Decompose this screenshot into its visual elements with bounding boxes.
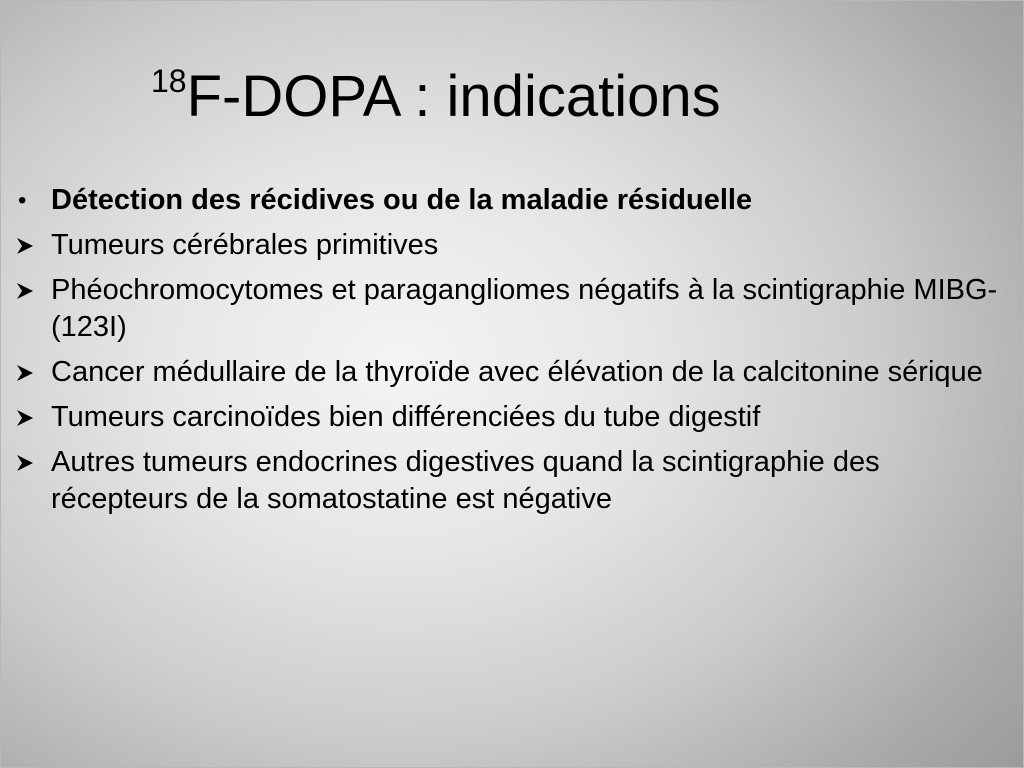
list-item — [1, 182, 1001, 219]
title-main-text: F-DOPA : indications — [186, 64, 721, 129]
list-item — [1, 444, 1001, 518]
list-item-text: Autres tumeurs endocrines digestives quand la scintigraphie des récepteurs de la somatostatine est négative — [51, 446, 880, 515]
arrow-bullet-icon — [15, 399, 45, 428]
arrow-bullet-icon — [15, 354, 45, 383]
list-item-text: Détection des récidives ou de la maladie résiduelle — [51, 184, 753, 216]
arrow-bullet-icon — [15, 272, 45, 301]
list-item — [1, 354, 1001, 391]
arrow-bullet-icon — [15, 444, 45, 473]
list-item-text: Cancer médullaire de la thyroïde avec élévation de la calcitonine sérique — [51, 356, 983, 388]
list-item — [1, 399, 1001, 436]
bullet-list — [1, 182, 1001, 526]
title-superscript: 18 — [151, 63, 187, 99]
list-item-text: Tumeurs cérébrales primitives — [51, 229, 439, 261]
slide-title — [151, 63, 721, 131]
list-item-text: Phéochromocytomes et paragangliomes négatifs à la scintigraphie MIBG-(123I) — [51, 274, 998, 343]
bullet-dot-icon: • — [18, 187, 27, 214]
list-item-text: Tumeurs carcinoïdes bien différenciées du tube digestif — [51, 401, 761, 433]
list-item — [1, 227, 1001, 264]
arrow-bullet-icon — [15, 227, 45, 256]
list-item — [1, 272, 1001, 346]
